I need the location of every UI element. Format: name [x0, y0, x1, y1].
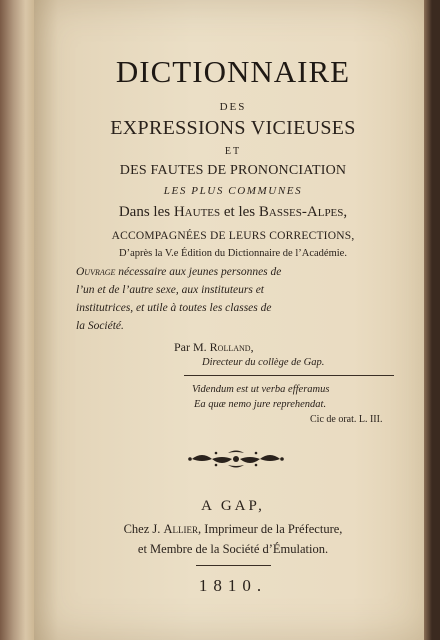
- ouvrage-line-4: la Société.: [76, 320, 124, 332]
- region-basses: Basses-Alpes: [258, 204, 344, 220]
- region-hautes: Hautes: [173, 204, 221, 220]
- ouvrage-start: Ouvrage: [76, 266, 116, 278]
- epigraph-line-2: Ea quæ nemo jure reprehendat.: [194, 399, 327, 410]
- author-line: [174, 340, 254, 355]
- title-communes: LES PLUS COMMUNES: [163, 185, 303, 197]
- book-title: DICTIONNAIRE: [115, 54, 351, 89]
- epigraph-source: Cic de orat. L. III.: [310, 414, 383, 425]
- ouvrage-rest: nécessaire aux jeunes personnes de: [115, 266, 282, 278]
- publisher-name: Allier: [163, 522, 199, 536]
- title-accompagnees: ACCOMPAGNÉES DE LEURS CORRECTIONS,: [111, 230, 355, 242]
- region-part2: et les: [220, 204, 259, 220]
- publisher-line: [34, 522, 432, 537]
- ouvrage-line-1: [76, 266, 396, 278]
- edition-note: D’après la V.e Édition du Dictionnaire de l’Académie.: [119, 248, 347, 259]
- place-of-publication: A GAP,: [201, 498, 265, 514]
- ouvrage-line-3: institutrices, et utile à toutes les classes de: [76, 302, 272, 314]
- divider-rule: [184, 375, 394, 376]
- author-comma: ,: [250, 340, 254, 354]
- title-fautes: DES FAUTES DE PRONONCIATION: [119, 163, 347, 178]
- title-et: ET: [224, 146, 242, 157]
- author-par: Par M.: [174, 340, 210, 354]
- publisher-rest: , Imprimeur de la Préfecture,: [198, 522, 343, 536]
- year-rule: [196, 565, 271, 566]
- book-spine: [0, 0, 34, 640]
- title-region: [34, 204, 432, 221]
- publisher-membre: et Membre de la Société d’Émulation.: [137, 542, 329, 556]
- author-name: Rolland: [209, 340, 251, 354]
- ouvrage-line-2: l’un et de l’autre sexe, aux instituteurs et: [76, 284, 264, 296]
- title-des: DES: [219, 101, 247, 113]
- author-role: Directeur du collège de Gap.: [202, 357, 325, 368]
- region-part3: ,: [343, 204, 348, 220]
- publisher-chez: Chez J.: [123, 522, 164, 536]
- epigraph-line-1: Videndum est ut verba efferamus: [192, 384, 330, 395]
- page-edge: [424, 0, 432, 640]
- region-part1: Dans les: [118, 204, 174, 220]
- fleuron-ornament-icon: [186, 448, 286, 470]
- publication-year: 1810.: [198, 576, 268, 595]
- title-expressions: EXPRESSIONS VICIEUSES: [110, 117, 356, 139]
- title-page: [34, 0, 432, 640]
